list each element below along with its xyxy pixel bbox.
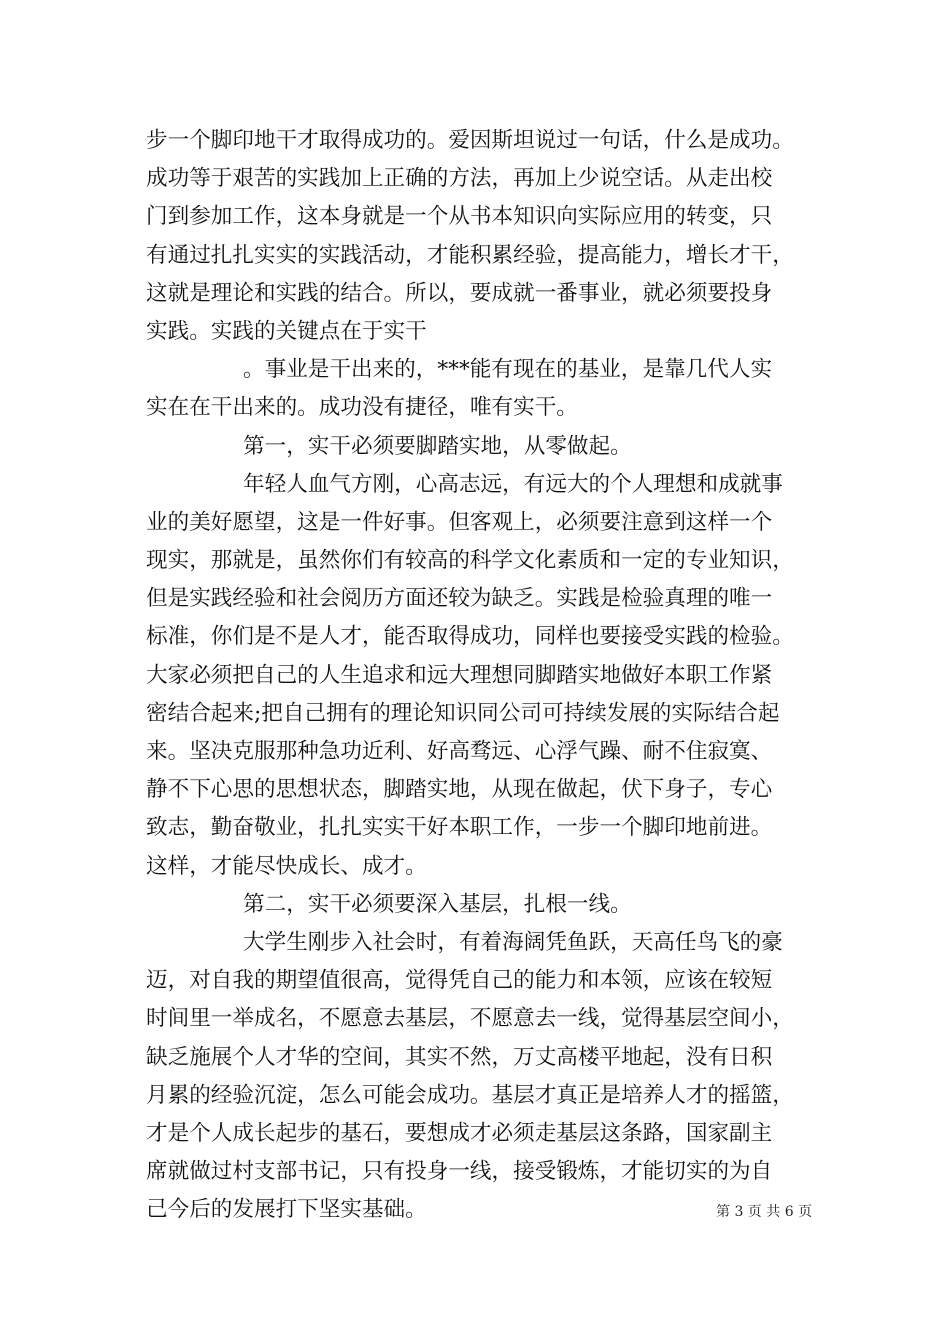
text-line: 有通过扎扎实实的实践活动，才能积累经验，提高能力，增长才干， [146,242,794,268]
text-line: 实践。实践的关键点在于实干 [146,318,427,344]
text-line: 实在在干出来的。成功没有捷径，唯有实干。 [146,395,578,421]
text-line: 缺乏施展个人才华的空间，其实不然，万丈高楼平地起，没有日积 [146,1044,773,1070]
text-line: 标准，你们是不是人才，能否取得成功，同样也要接受实践的检验。 [146,624,794,650]
text-line: 成功等于艰苦的实践加上正确的方法，再加上少说空话。从走出校 [146,166,773,192]
text-line: 门到参加工作，这本身就是一个从书本知识向实际应用的转变，只 [146,204,773,230]
page-number: 第 3 页 共 6 页 [716,1204,813,1220]
text-line: 己今后的发展打下坚实基础。 [146,1197,427,1223]
text-line: 密结合起来;把自己拥有的理论知识同公司可持续发展的实际结合起 [146,700,780,726]
text-line: 年轻人血气方刚，心高志远，有远大的个人理想和成就事 [243,471,783,497]
text-line: 这样，才能尽快成长、成才。 [146,853,427,879]
text-line: 席就做过村支部书记，只有投身一线，接受锻炼，才能切实的为自 [146,1159,773,1185]
text-line: 业的美好愿望，这是一件好事。但客观上，必须要注意到这样一个 [146,509,773,535]
text-line: 但是实践经验和社会阅历方面还较为缺乏。实践是检验真理的唯一 [146,586,773,612]
section-heading-2: 第二，实干必须要深入基层，扎根一线。 [243,891,632,917]
text-line: 时间里一举成名，不愿意去基层，不愿意去一线，觉得基层空间小， [146,1006,794,1032]
text-line: 月累的经验沉淀，怎么可能会成功。基层才真正是培养人才的摇篮， [146,1082,794,1108]
text-line: 现实，那就是，虽然你们有较高的科学文化素质和一定的专业知识， [146,548,794,574]
text-line: 来。坚决克服那种急功近利、好高骛远、心浮气躁、耐不住寂寞、 [146,739,773,764]
text-line: 大学生刚步入社会时，有着海阔凭鱼跃，天高任鸟飞的豪 [243,929,783,955]
text-line: 才是个人成长起步的基石，要想成才必须走基层这条路，国家副主 [146,1120,773,1146]
document-body [146,122,836,1229]
text-line: 。事业是干出来的，***能有现在的基业，是靠几代人实 [243,357,773,383]
text-line: 这就是理论和实践的结合。所以，要成就一番事业，就必须要投身 [146,280,773,306]
section-heading-1: 第一，实干必须要脚踏实地，从零做起。 [243,433,632,459]
text-line: 大家必须把自己的人生追求和远大理想同脚踏实地做好本职工作紧 [146,662,773,688]
text-line: 迈，对自我的期望值很高，觉得凭自己的能力和本领，应该在较短 [146,968,773,994]
text-line: 致志，勤奋敬业，扎扎实实干好本职工作，一步一个脚印地前进。 [146,815,773,841]
text-line: 步一个脚印地干才取得成功的。爱因斯坦说过一句话，什么是成功。 [146,128,794,153]
text-line: 静不下心思的思想状态，脚踏实地，从现在做起，伏下身子，专心 [146,777,773,803]
